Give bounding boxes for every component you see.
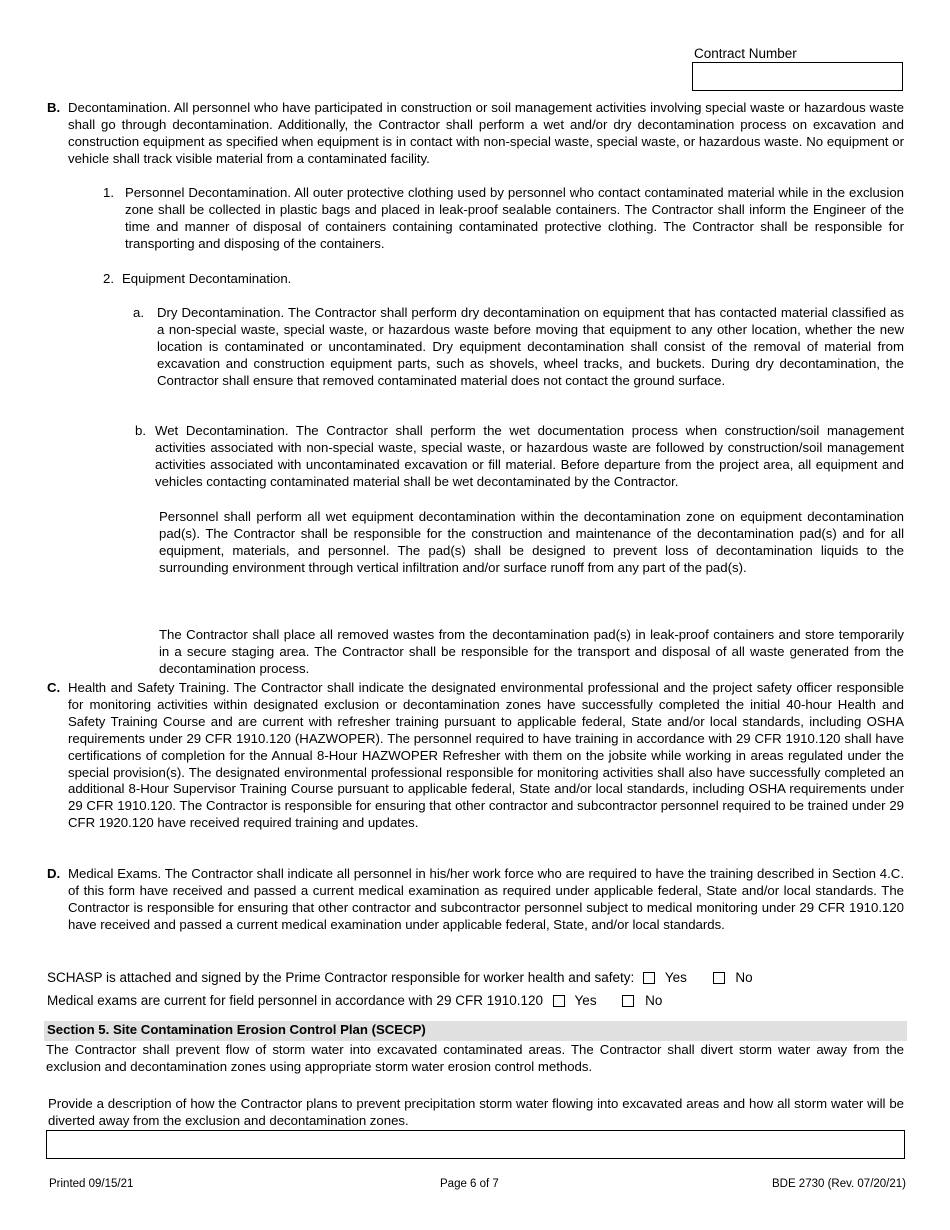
schasp-yes-checkbox[interactable] bbox=[643, 972, 655, 984]
item-2-label: 2. bbox=[103, 271, 114, 286]
item-2b-label: b. bbox=[135, 423, 146, 438]
item-1-label: 1. bbox=[103, 185, 114, 200]
medical-yes-checkbox[interactable] bbox=[553, 995, 565, 1007]
section-d-text: Medical Exams. The Contractor shall indicate all personnel in his/her work force who are required to have the training described in Section 4.C. of this form have received and passed a current medical examination as required under applicable federal, State and/or local standards. The Contractor is responsible for ensuring that other contractor and subcontractor personnel subject to medical monitoring under 29 CFR 1910.120 have received and passed a current medical examination under applicable federal, State, and/or local standards. bbox=[68, 866, 904, 932]
wet-decon-text: Wet Decontamination. The Contractor shall perform the wet documentation process when construction/soil management activities associated with non-special waste, special waste, or hazardous waste are followed by construction/soil management activities associated with uncontaminated excavation or fill material. Before departure from the project area, all equipment and vehicles contacting contaminated material shall be wet decontaminated by the Contractor. bbox=[155, 423, 904, 489]
section-5-title: Section 5. Site Contamination Erosion Control Plan (SCECP) bbox=[47, 1022, 426, 1037]
section-c-label: C. bbox=[47, 680, 61, 695]
contract-number-field[interactable] bbox=[692, 62, 903, 91]
medical-no-label: No bbox=[645, 993, 663, 1008]
form-number: BDE 2730 (Rev. 07/20/21) bbox=[771, 1178, 906, 1190]
dry-decon-text: Dry Decontamination. The Contractor shall perform dry decontamination on equipment that has contacted material classified as a non-special waste, special waste, or hazardous waste before moving that equipment to any other location, whether the new location is contaminated or uncontaminated. Dry equipment decontamination shall consist of the removal of material from excavation and construction equipment parts, such as shovels, wheel tracks, and buckets. During dry decontamination, the Contractor shall ensure that removed contaminated material does not contact the ground surface. bbox=[157, 305, 904, 388]
schasp-row bbox=[47, 970, 753, 987]
section-5-prompt: Provide a description of how the Contractor plans to prevent precipitation storm water flowing into excavated areas and how all storm water will be diverted away from the exclusion and decontamination zones. bbox=[48, 1096, 904, 1128]
medical-no-checkbox[interactable] bbox=[622, 995, 634, 1007]
section-b-text: Decontamination. All personnel who have participated in construction or soil management activities involving special waste or hazardous waste shall go through decontamination. Additionally, the Contractor shall perform a wet and/or dry decontamination process on excavation and construction equipment as specified when equipment is in contact with non-special waste, special waste, or hazardous waste. No equipment or vehicle shall track visible material from a contaminated facility. bbox=[68, 100, 904, 166]
schasp-question: SCHASP is attached and signed by the Prime Contractor responsible for worker health and safety: bbox=[47, 970, 635, 985]
equipment-decon-heading: Equipment Decontamination. bbox=[122, 271, 292, 286]
medical-row bbox=[47, 993, 662, 1010]
schasp-no-checkbox[interactable] bbox=[713, 972, 725, 984]
personnel-decon-text: Personnel Decontamination. All outer protective clothing used by personnel who contact contaminated material while in the exclusion zone shall be collected in plastic bags and placed in leak-proof sealable containers. The Contractor shall inform the Engineer of the time and manner of disposal of containers containing contaminated protective clothing. The Contractor shall be responsible for transporting and disposing of the containers. bbox=[125, 185, 904, 251]
section-c-text: Health and Safety Training. The Contractor shall indicate the designated environmental professional and the project safety officer responsible for monitoring activities within designated exclusion or decontamination zones have successfully completed the initial 40-hour Health and Safety Training Course and are current with refresher training pursuant to applicable federal, State and/or local standards, including OSHA requirements under 29 CFR 1910.120 (HAZWOPER). The personnel required to have training in accordance with 29 CFR 1910.120 shall have certifications of completion for the Annual 8-Hour HAZWOPER Refresher with them on the jobsite while working in areas regulated under the special provision(s). The designated environmental professional responsible for monitoring activities shall also have successfully completed an additional 8-Hour Supervisor Training Course pursuant to applicable federal, State and/or local standards, including OSHA requirements under 29 CFR 1910.120. The Contractor is responsible for ensuring that other contractor and subcontractor personnel required to be trained under 29 CFR 1920.120 have received required training and updates. bbox=[68, 680, 904, 831]
wet-decon-paragraph-2: Personnel shall perform all wet equipment decontamination within the decontamination zone on equipment decontamination pad(s). The Contractor shall be responsible for the construction and maintenance of the decontamination pad(s) and for all equipment, materials, and personnel. The pad(s) shall be designed to prevent loss of decontamination liquids to the surrounding environment through vertical infiltration and/or surface runoff from any part of the pad(s). bbox=[159, 509, 904, 575]
schasp-no-label: No bbox=[735, 970, 753, 985]
item-2a-label: a. bbox=[133, 305, 144, 320]
printed-date: Printed 09/15/21 bbox=[49, 1178, 134, 1190]
medical-question: Medical exams are current for field personnel in accordance with 29 CFR 1910.120 bbox=[47, 993, 544, 1008]
contract-number-label: Contract Number bbox=[694, 46, 797, 61]
scecp-description-field[interactable] bbox=[46, 1130, 905, 1159]
wet-decon-paragraph-3: The Contractor shall place all removed wastes from the decontamination pad(s) in leak-proof containers and store temporarily in a secure staging area. The Contractor shall be responsible for the transport and disposal of all waste generated from the decontamination process. bbox=[159, 627, 904, 676]
page-number: Page 6 of 7 bbox=[440, 1178, 499, 1190]
section-b-label: B. bbox=[47, 100, 61, 115]
section-d-label: D. bbox=[47, 866, 61, 881]
medical-yes-label: Yes bbox=[574, 993, 597, 1008]
section-5-text: The Contractor shall prevent flow of storm water into excavated contaminated areas. The Contractor shall divert storm water away from the exclusion and decontamination zones using appropriate storm water erosion control methods. bbox=[46, 1042, 904, 1074]
schasp-yes-label: Yes bbox=[664, 970, 687, 985]
